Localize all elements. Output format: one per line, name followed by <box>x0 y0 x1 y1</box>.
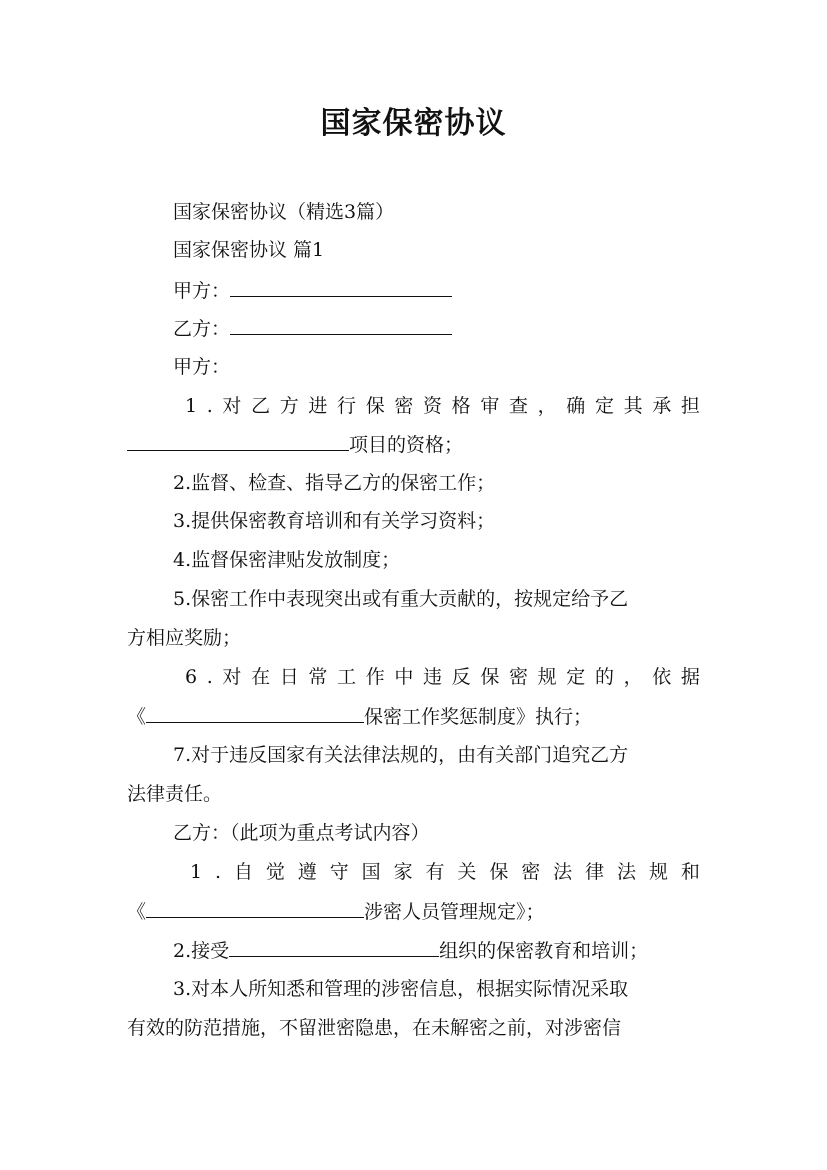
clause-a6-open: 《 <box>127 706 147 728</box>
glyph: 日 <box>279 666 299 688</box>
glyph: 违 <box>423 666 443 688</box>
clause-a5-line2: 方相应奖励； <box>127 627 242 649</box>
glyph: 担 <box>680 395 700 417</box>
regulation-blank <box>146 899 364 918</box>
glyph: 国 <box>361 861 381 883</box>
glyph: 保 <box>365 395 385 417</box>
clause-a4: 4.监督保密津贴发放制度； <box>173 549 401 571</box>
section-heading: 国家保密协议 篇1 <box>173 239 325 261</box>
glyph: 在 <box>251 666 271 688</box>
glyph: 据 <box>680 666 700 688</box>
glyph: . <box>206 395 213 417</box>
glyph: 密 <box>394 395 414 417</box>
clause-a5-line1: 5.保密工作中表现突出或有重大贡献的，按规定给予乙 <box>173 588 629 610</box>
glyph: 常 <box>308 666 328 688</box>
glyph: 作 <box>365 666 385 688</box>
glyph: 遵 <box>297 861 317 883</box>
glyph: 法 <box>617 861 637 883</box>
party-a-blank <box>230 278 452 297</box>
clause-a1-line2 <box>127 432 463 457</box>
glyph: 其 <box>623 395 643 417</box>
glyph: 1 <box>185 395 198 417</box>
glyph: . <box>215 861 222 883</box>
glyph: 审 <box>480 395 500 417</box>
glyph: 和 <box>680 861 700 883</box>
glyph: 反 <box>451 666 471 688</box>
glyph: 承 <box>652 395 672 417</box>
glyph: 依 <box>652 666 672 688</box>
glyph: 对 <box>222 666 242 688</box>
glyph: 对 <box>222 395 242 417</box>
clause-a1-tail: 项目的资格； <box>349 434 464 456</box>
glyph: 定 <box>566 666 586 688</box>
clause-b3-line2: 有效的防范措施，不留泄密隐患，在未解密之前，对涉密信 <box>127 1017 622 1039</box>
glyph: 工 <box>337 666 357 688</box>
clause-a6-line1 <box>185 665 700 689</box>
glyph: ， <box>623 666 643 688</box>
clause-b1-open: 《 <box>127 901 147 923</box>
glyph: 自 <box>233 861 253 883</box>
party-a-label: 甲方： <box>173 280 231 302</box>
glyph: 密 <box>508 666 528 688</box>
glyph: 的 <box>594 666 614 688</box>
glyph: 行 <box>337 395 357 417</box>
clause-a6-tail: 保密工作奖惩制度》执行； <box>364 706 593 728</box>
party-b-line <box>173 316 452 341</box>
glyph: 查 <box>508 395 528 417</box>
glyph: 资 <box>423 395 443 417</box>
glyph: 方 <box>279 395 299 417</box>
glyph: 规 <box>648 861 668 883</box>
clause-a3: 3.提供保密教育培训和有关学习资料； <box>173 510 496 532</box>
subtitle: 国家保密协议（精选3篇） <box>173 201 395 223</box>
clause-b2-head: 2.接受 <box>173 940 230 962</box>
glyph: 进 <box>308 395 328 417</box>
project-blank <box>127 432 349 451</box>
party-b-blank <box>230 316 452 335</box>
clause-b2-tail: 组织的保密教育和培训； <box>439 940 649 962</box>
clause-a1-line1 <box>185 394 700 418</box>
party-a-heading: 甲方： <box>173 356 231 378</box>
glyph: 乙 <box>251 395 271 417</box>
clause-b1-line2 <box>127 899 545 924</box>
glyph: 法 <box>553 861 573 883</box>
clause-b3-line1: 3.对本人所知悉和管理的涉密信息，根据实际情况采取 <box>173 978 629 1000</box>
glyph: 守 <box>329 861 349 883</box>
clause-b1-line1 <box>190 860 700 884</box>
clause-a7-line1: 7.对于违反国家有关法律法规的，由有关部门追究乙方 <box>173 744 629 766</box>
glyph: 定 <box>594 395 614 417</box>
glyph: 中 <box>394 666 414 688</box>
glyph: . <box>206 666 213 688</box>
glyph: 密 <box>521 861 541 883</box>
party-a-line <box>173 278 452 303</box>
party-b-label: 乙方： <box>173 318 231 340</box>
glyph: 6 <box>185 666 198 688</box>
glyph: 有 <box>425 861 445 883</box>
clause-a2: 2.监督、检查、指导乙方的保密工作； <box>173 472 496 494</box>
clause-b2 <box>173 938 648 963</box>
clause-a7-line2: 法律责任。 <box>127 783 223 805</box>
glyph: 关 <box>457 861 477 883</box>
clause-a6-line2 <box>127 704 592 729</box>
glyph: 格 <box>451 395 471 417</box>
glyph: 规 <box>537 666 557 688</box>
clause-b1-tail: 涉密人员管理规定》； <box>364 901 545 923</box>
party-b-heading: 乙方：（此项为重点考试内容） <box>173 822 430 844</box>
glyph: 1 <box>190 861 203 883</box>
glyph: 确 <box>566 395 586 417</box>
glyph: 保 <box>489 861 509 883</box>
glyph: 家 <box>393 861 413 883</box>
glyph: 觉 <box>265 861 285 883</box>
organization-blank <box>229 938 439 957</box>
document-title: 国家保密协议 <box>320 106 507 141</box>
rules-blank <box>146 704 364 723</box>
glyph: 律 <box>585 861 605 883</box>
glyph: ， <box>537 395 557 417</box>
glyph: 保 <box>480 666 500 688</box>
